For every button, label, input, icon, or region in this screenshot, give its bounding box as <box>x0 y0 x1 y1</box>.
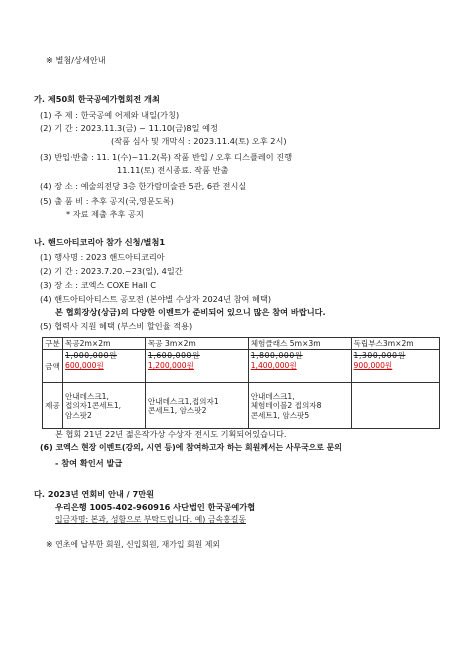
price-cell <box>145 350 248 383</box>
booth-fee-table <box>42 337 440 429</box>
table-header-cell: 구분 <box>43 338 63 350</box>
provided-cell <box>248 383 351 429</box>
section-ga-item-3: (3) 반입·반출 : 11. 1(수)~11.2(목) 작품 반입 / 오후 디스플레이 진행 <box>40 152 293 162</box>
section-na-item-1: (1) 행사명 : 2023 핸드아티코리아 <box>40 252 165 262</box>
discounted-price: 900,000원 <box>353 360 393 370</box>
provided-item: 안내데스크1,접의자1 <box>147 396 219 406</box>
exemption-footnote: ※ 연초에 납부한 회원, 신입회원, 재가입 회원 제외 <box>46 540 221 549</box>
section-na-title: 나. 핸드아티코리아 참가 신청/별첨1 <box>34 237 166 247</box>
section-na-item-4-highlight: 본 협회장상(상금)의 다양한 이벤트가 준비되어 있으니 많은 참여 바랍니다. <box>55 307 326 317</box>
section-na-item-3: (3) 장 소 : 코엑스 COXE Hall C <box>40 280 156 290</box>
participation-certificate: - 참여 확인서 발급 <box>55 458 123 468</box>
provided-item: 접의자1콘세트1, <box>65 401 122 411</box>
provided-item: 안내데스크1, <box>65 391 109 401</box>
table-header-row <box>43 338 440 350</box>
depositor-note: 입금자명: 본과, 성함으로 부탁드립니다. 예) 금속홍길동 <box>55 515 246 524</box>
provided-cell <box>351 383 439 429</box>
table-header-cell: 체험클래스 5m×3m <box>248 338 351 350</box>
section-na-item-2: (2) 기 간 : 2023.7.20.~23(일), 4일간 <box>40 266 183 276</box>
provided-item: 체험테이블2 접의자8 <box>250 401 322 411</box>
table-row-provided <box>43 383 440 429</box>
section-ga-item-4: (4) 장 소 : 예술의전당 3층 한가람미술관 5관, 6관 전시실 <box>40 181 247 191</box>
provided-item: 콘세트1, 암스팟5 <box>250 410 310 420</box>
table-header-cell: 목공2m×2m <box>63 338 146 350</box>
price-cell <box>63 350 146 383</box>
section-ga-item-2: (2) 기 간 : 2023.11.3(금) ~ 11.10(금)8일 예정 <box>40 123 218 133</box>
coex-event-item: (6) 코엑스 현장 이벤트(강의, 시연 등)에 참여하고자 하는 회원께서는 사무국으로 문의 <box>40 443 342 452</box>
attachment-note: ※ 별첨/상세안내 <box>46 55 106 65</box>
provided-item: 암스팟2 <box>65 410 92 420</box>
original-price: 1,600,000원 <box>147 351 200 361</box>
table-row-price <box>43 350 440 383</box>
section-na-item-4: (4) 핸드아티아티스트 공모전 (본야별 수상자 2024년 참여 혜택) <box>40 294 272 304</box>
original-price: 1,800,000원 <box>250 351 303 361</box>
table-header-cell: 목공 3m×2m <box>145 338 248 350</box>
young-artist-note: 본 협회 21년 22년 젊은작가상 수상자 전시도 기획되어있습니다. <box>55 429 287 439</box>
price-cell <box>351 350 439 383</box>
table-header-cell: 독립부스3m×2m <box>351 338 439 350</box>
section-ga-title: 가. 제50회 한국공예가협회전 개최 <box>34 94 160 104</box>
section-da-title: 다. 2023년 연회비 안내 / 7만원 <box>34 489 155 499</box>
price-row-label: 금액 <box>43 350 63 383</box>
provided-row-label: 제공 <box>43 383 63 429</box>
provided-cell <box>63 383 146 429</box>
discounted-price: 600,000원 <box>65 360 104 370</box>
discounted-price: 1,400,000원 <box>250 360 297 370</box>
price-cell <box>248 350 351 383</box>
original-price: 1,300,000원 <box>353 351 406 361</box>
provided-cell <box>145 383 248 429</box>
section-ga-item-2-sub: (작품 심사 및 개막식 : 2023.11.4(토) 오후 2시) <box>111 136 287 146</box>
original-price: 1,000,000원 <box>65 351 117 361</box>
section-ga-item-3-sub: 11.11(토) 전시종료. 작품 반출 <box>117 165 229 175</box>
bank-account: 우리은행 1005-402-960916 사단법인 한국공예가협 <box>55 502 256 512</box>
discounted-price: 1,200,000원 <box>147 360 194 370</box>
section-na-item-5: (5) 협력사 지원 혜택 (부스비 할인율 적용) <box>40 321 193 331</box>
provided-item: 콘세트1, 암스팟2 <box>147 405 207 415</box>
section-ga-item-1: (1) 주 제 : 한국공예 어제와 내일(가칭) <box>40 110 180 120</box>
section-ga-item-5: (5) 출 품 비 : 추후 공지(국,영문도록) <box>40 196 174 206</box>
section-ga-item-5-note: * 자료 제출 추후 공지 <box>66 209 144 219</box>
provided-item: 안내데스크1, <box>250 391 295 401</box>
